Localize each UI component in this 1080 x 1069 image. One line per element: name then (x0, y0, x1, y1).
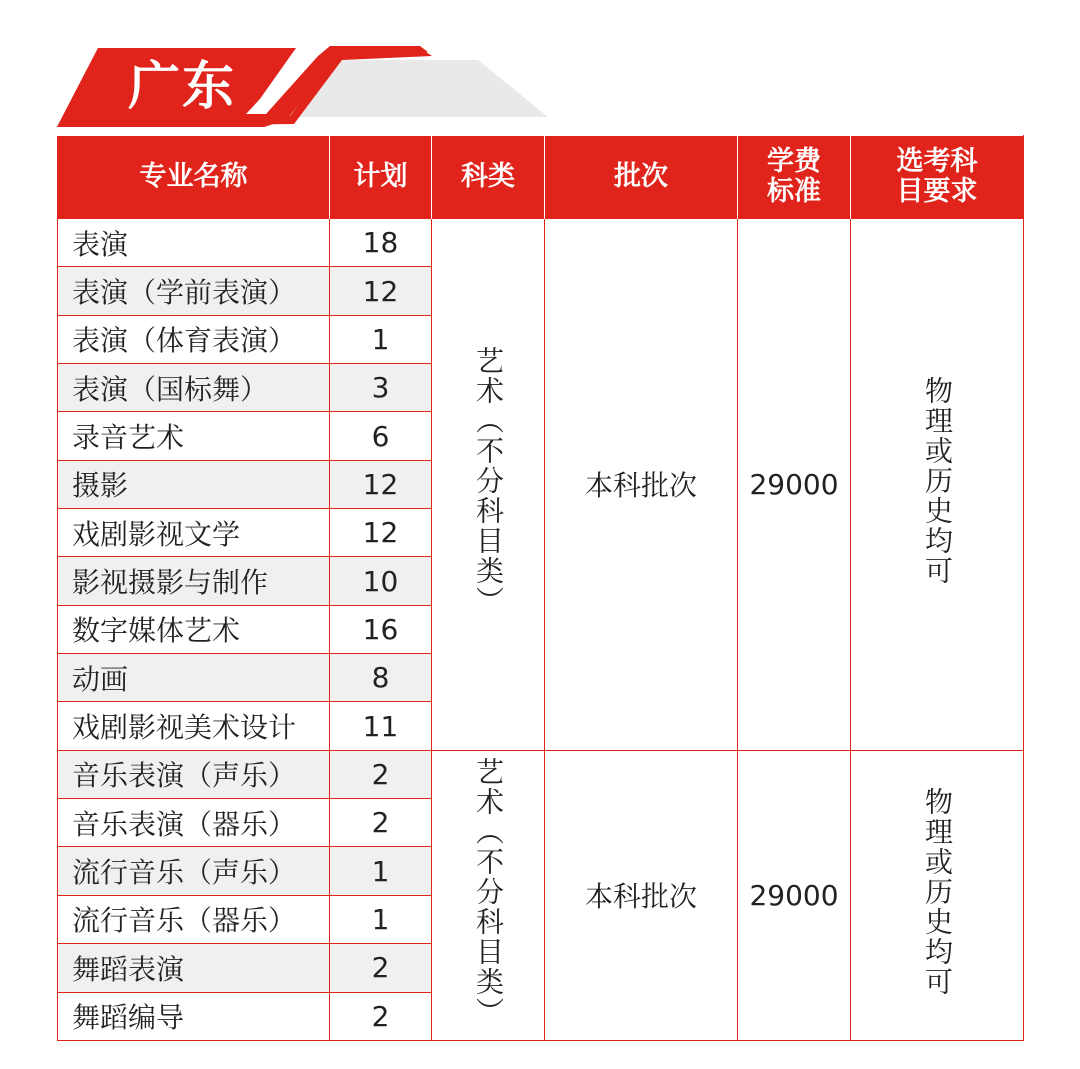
plan-count: 12 (330, 267, 432, 315)
category-cell (432, 219, 545, 751)
table-header-row (58, 136, 1024, 219)
header-plan: 计划 (330, 136, 432, 219)
fee-cell: 29000 (738, 750, 851, 1040)
plan-count: 2 (330, 992, 432, 1041)
fee-cell: 29000 (738, 219, 851, 751)
plan-count: 16 (330, 605, 432, 653)
region-title: 广东 (128, 57, 237, 117)
major-name: 流行音乐（声乐） (58, 847, 330, 895)
batch-cell: 本科批次 (545, 750, 738, 1040)
plan-count: 2 (330, 944, 432, 992)
major-name: 影视摄影与制作 (58, 557, 330, 605)
major-name: 流行音乐（器乐） (58, 895, 330, 943)
plan-count: 1 (330, 895, 432, 943)
major-name: 舞蹈编导 (58, 992, 330, 1041)
major-name: 戏剧影视文学 (58, 509, 330, 557)
major-name: 音乐表演（声乐） (58, 750, 330, 798)
header-category: 科类 (432, 136, 545, 219)
header-fee (738, 136, 851, 219)
plan-table (57, 135, 1024, 1041)
major-name: 表演（学前表演） (58, 267, 330, 315)
plan-count: 11 (330, 702, 432, 750)
category-text: 艺术（不分科目类） (472, 345, 505, 616)
major-name: 动画 (58, 654, 330, 702)
category-cell (432, 750, 545, 1040)
major-name: 摄影 (58, 460, 330, 508)
plan-count: 8 (330, 654, 432, 702)
major-name: 录音艺术 (58, 412, 330, 460)
major-name: 音乐表演（器乐） (58, 799, 330, 847)
plan-count: 1 (330, 315, 432, 363)
table-row (58, 750, 1024, 798)
plan-count: 12 (330, 509, 432, 557)
plan-count: 12 (330, 460, 432, 508)
requirement-text: 物理或历史均可 (921, 786, 954, 997)
requirement-cell (851, 750, 1024, 1040)
plan-count: 3 (330, 364, 432, 412)
major-name: 表演（国标舞） (58, 364, 330, 412)
header-requirement (851, 136, 1024, 219)
plan-count: 2 (330, 750, 432, 798)
plan-count: 2 (330, 799, 432, 847)
plan-count: 18 (330, 219, 432, 267)
major-name: 数字媒体艺术 (58, 605, 330, 653)
header-req-line2: 目要求 (896, 176, 978, 207)
plan-count: 10 (330, 557, 432, 605)
major-name: 表演 (58, 219, 330, 267)
table-body (58, 219, 1024, 1041)
plan-count: 6 (330, 412, 432, 460)
header-fee-line2: 标准 (767, 176, 821, 207)
requirement-text: 物理或历史均可 (921, 375, 954, 586)
major-name: 戏剧影视美术设计 (58, 702, 330, 750)
major-name: 表演（体育表演） (58, 315, 330, 363)
header-fee-line1: 学费 (767, 146, 821, 177)
category-text: 艺术（不分科目类） (472, 756, 505, 1027)
batch-cell: 本科批次 (545, 219, 738, 751)
enrollment-table (57, 135, 1023, 1041)
header-req-line1: 选考科 (896, 146, 978, 177)
header-major: 专业名称 (58, 136, 330, 219)
table-row (58, 219, 1024, 267)
plan-count: 1 (330, 847, 432, 895)
requirement-cell (851, 219, 1024, 751)
major-name: 舞蹈表演 (58, 944, 330, 992)
header-batch: 批次 (545, 136, 738, 219)
